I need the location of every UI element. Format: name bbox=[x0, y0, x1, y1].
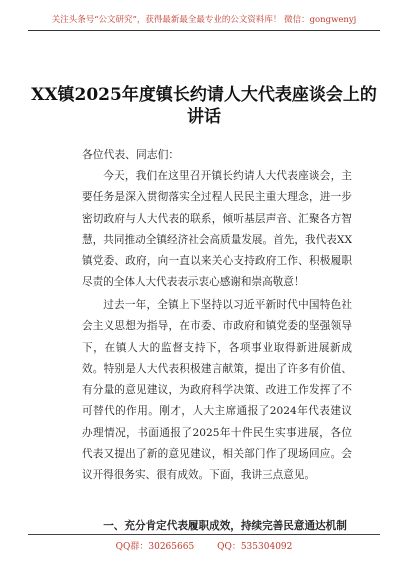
footer-qq-group: QQ群：30265665 bbox=[115, 542, 195, 552]
footer-qq-number: QQ：535304092 bbox=[217, 542, 293, 552]
header-divider bbox=[28, 30, 380, 31]
paragraph-2: 过去一年，全镇上下坚持以习近平新时代中国特色社会主义思想为指导，在市委、市政府和镇党委的坚强领导下，在镇人大的监督支持下，各项事业取得新进展新成效。特别是人大代表积极建言献策，提出了许多有价值、有分量的意见建议，为政府科学决策、改进工作发挥了不可替代的作用。刚才，人大主席通报了2024年代表建议办理情况，书面通报了2025年十件民生实事进展，各位代表又提出了新的意见建议，相关部门作了现场回应。会议开得很务实、很有成效。下面，我讲三点意见。 bbox=[82, 299, 352, 482]
section-heading: 一、充分肯定代表履职成效，持续完善民意通达机制 bbox=[103, 520, 347, 532]
salutation: 各位代表、同志们： bbox=[82, 148, 180, 161]
footer-contact bbox=[0, 539, 408, 552]
document-title: XX镇2025年度镇长约请人大代表座谈会上的讲话 bbox=[31, 85, 377, 127]
paragraph-1: 今天，我们在这里召开镇长约请人大代表座谈会，主要任务是深入贯彻落实全过程人民民主重大理念，进一步密切政府与人大代表的联系，倾听基层声音、汇聚各方智慧，共同推动全镇经济社会高质量发展。首先，我代表XX镇党委、政府，向一直以来关心支持政府工作、积极履职尽责的全体人大代表表示衷心感谢和崇高敬意！ bbox=[82, 170, 352, 289]
header-promo-text: 关注头条号“公文研究”，获得最新最全最专业的公文资料库！ 微信：gongwenyj bbox=[51, 15, 357, 25]
footer-divider bbox=[28, 534, 380, 535]
